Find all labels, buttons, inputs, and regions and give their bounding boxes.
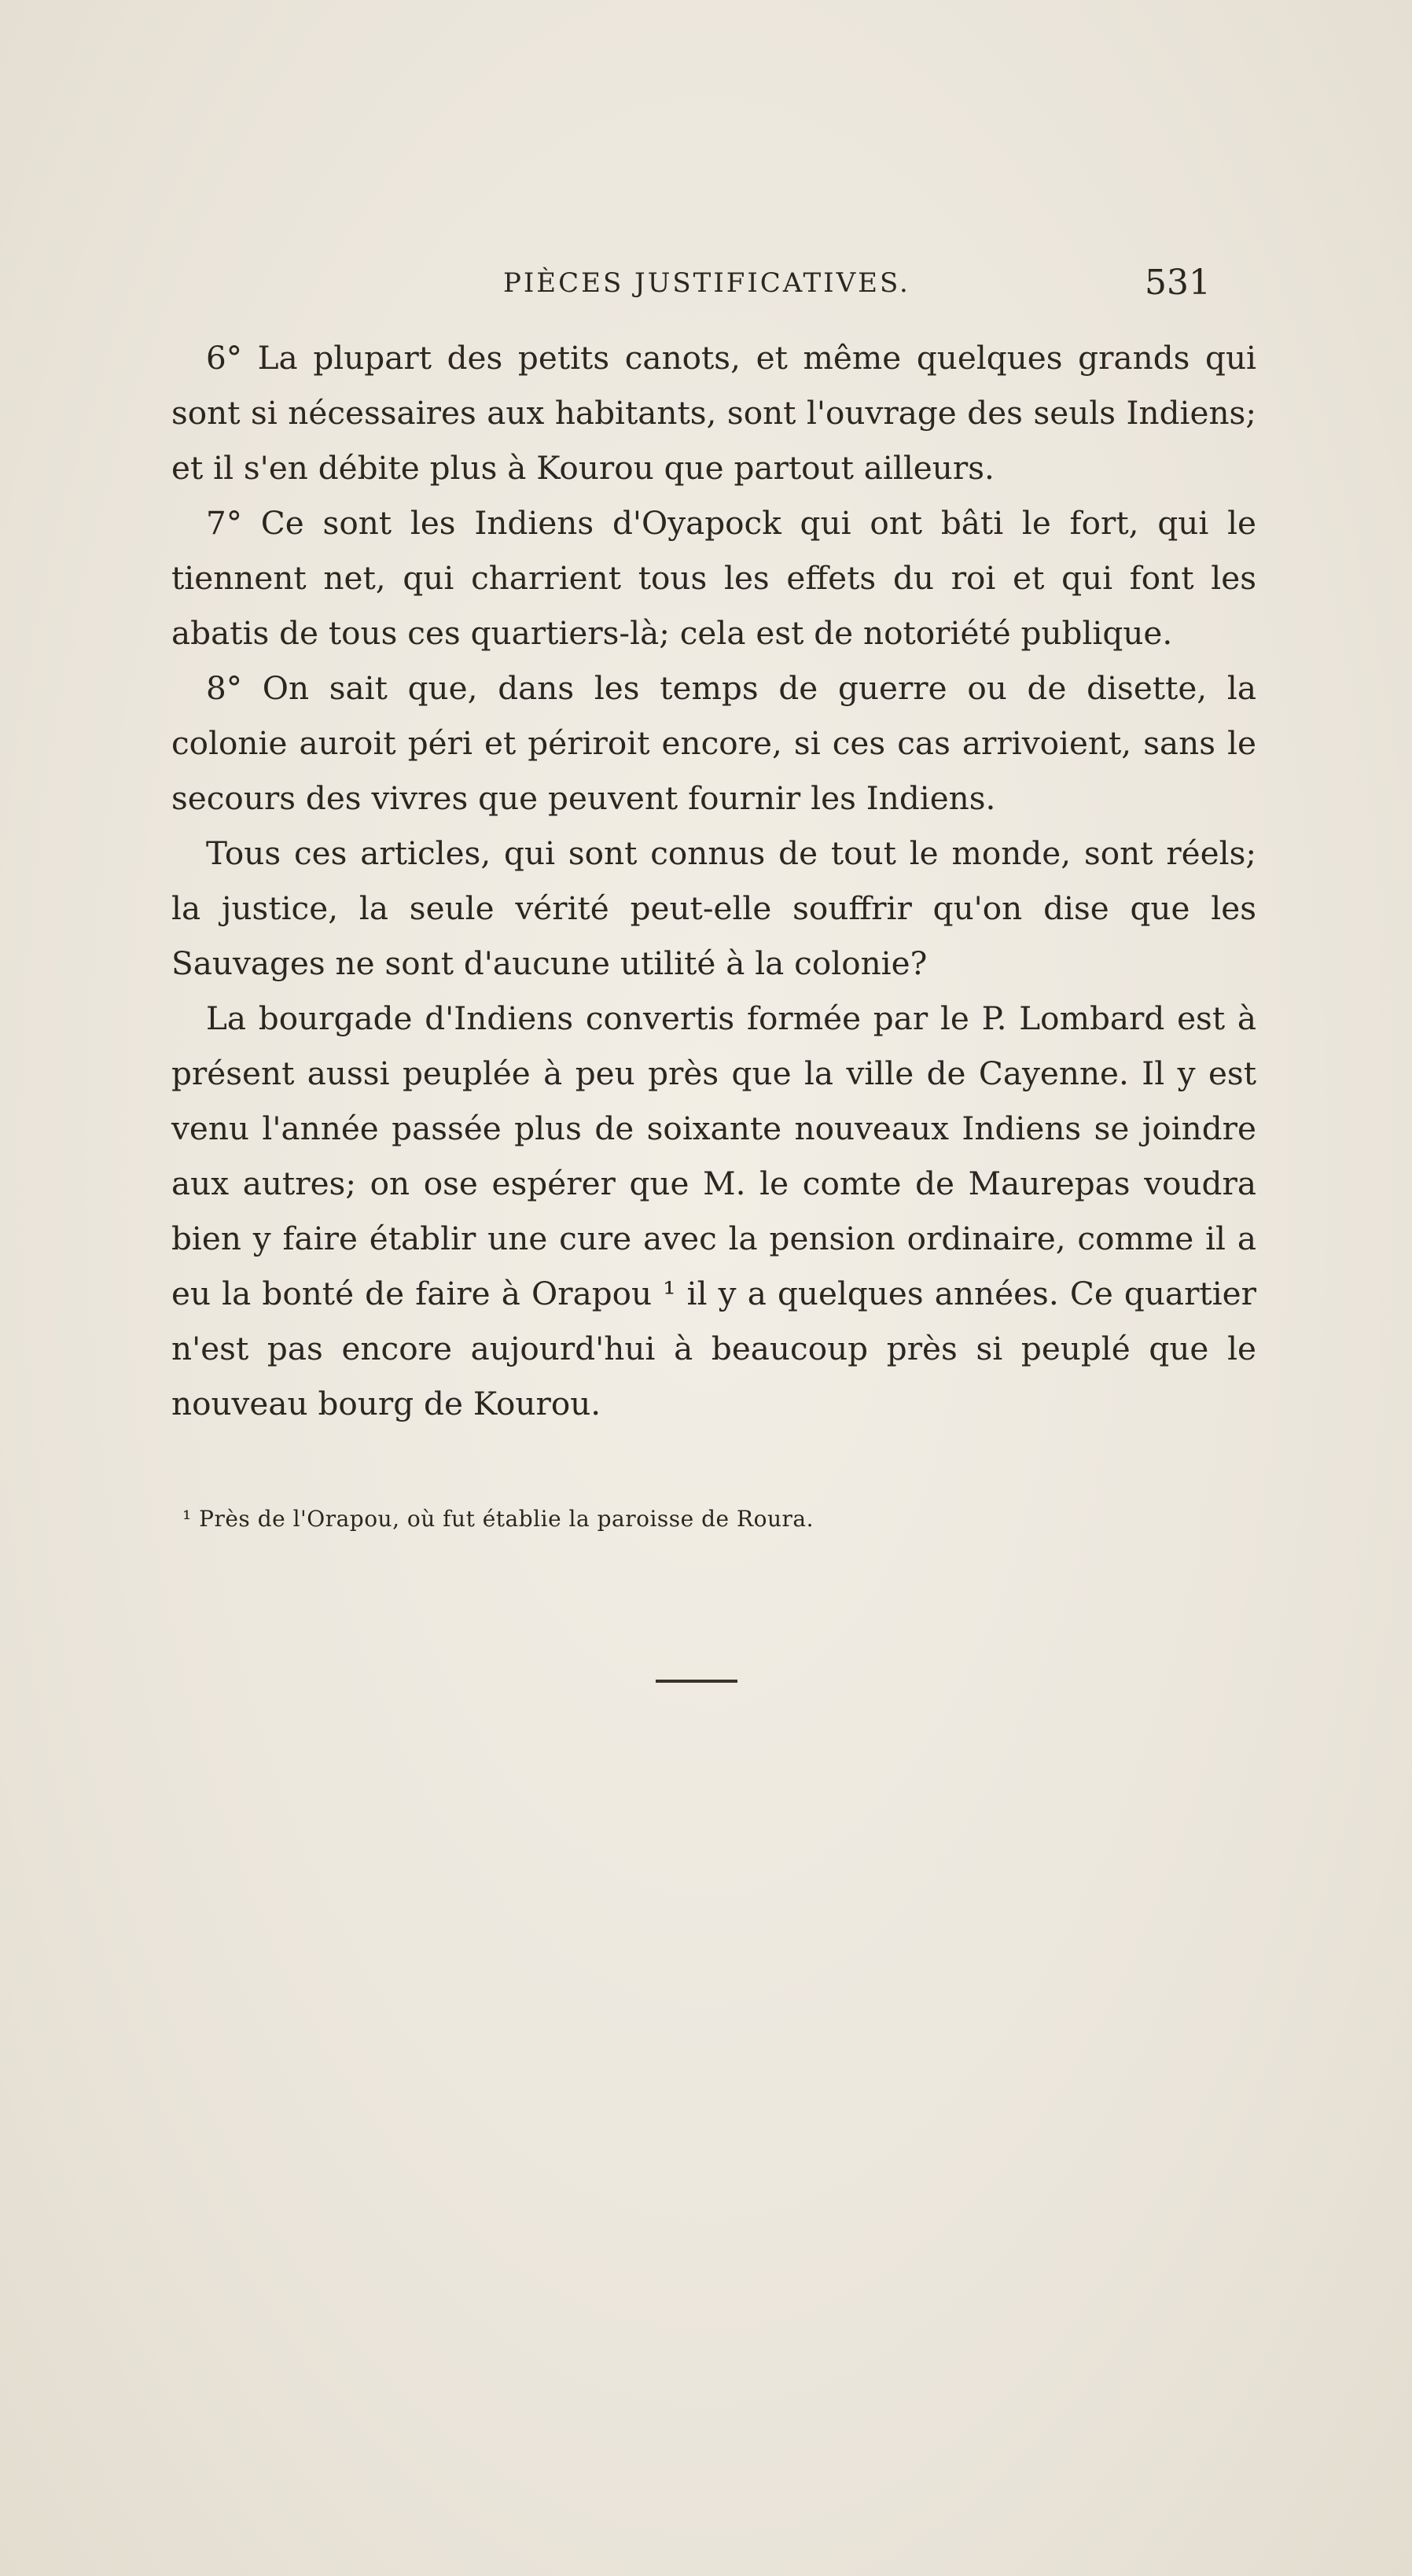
paragraph-summary: Tous ces articles, qui sont connus de tout le monde, sont réels; la justice, la seule vérité peut-elle souffrir qu'on dise que les Sauvages ne sont d'aucune utilité à la colonie? xyxy=(171,834,1256,982)
footnote: ¹ Près de l'Orapou, où fut établie la paroisse de Roura. xyxy=(182,1506,814,1532)
paragraph-item-8: 8° On sait que, dans les temps de guerre ou de disette, la colonie auroit péri et périroit encore, si ces cas arrivoient, sans le secours des vivres que peuvent fournir les Indiens. xyxy=(171,669,1256,817)
paragraph-item-7: 7° Ce sont les Indiens d'Oyapock qui ont bâti le fort, qui le tiennent net, qui charrient tous les effets du roi et qui font les abatis de tous ces quartiers-là; cela est de notoriété publique. xyxy=(171,504,1256,652)
paragraph-bourgade: La bourgade d'Indiens convertis formée par le P. Lombard est à présent aussi peuplée à peu près que la ville de Cayenne. Il y est venu l'année passée plus de soixante nouveaux Indiens se joindre aux autres; on ose espérer que M. le comte de Maurepas voudra bien y faire établir une cure avec la pension ordinaire, comme il a eu la bonté de faire à Orapou ¹ il y a quelques années. Ce quartier n'est pas encore aujourd'hui à beaucoup près si peuplé que le nouveau bourg de Kourou. xyxy=(171,999,1256,1422)
running-title: PIÈCES JUSTIFICATIVES. xyxy=(503,267,910,299)
body-text xyxy=(171,330,1256,1431)
end-rule xyxy=(656,1680,737,1683)
page-header xyxy=(503,259,1211,307)
page-number: 531 xyxy=(1145,263,1211,303)
paragraph-item-6: 6° La plupart des petits canots, et même quelques grands qui sont si nécessaires aux habitants, sont l'ouvrage des seuls Indiens; et il s'en débite plus à Kourou que partout ailleurs. xyxy=(171,339,1256,487)
